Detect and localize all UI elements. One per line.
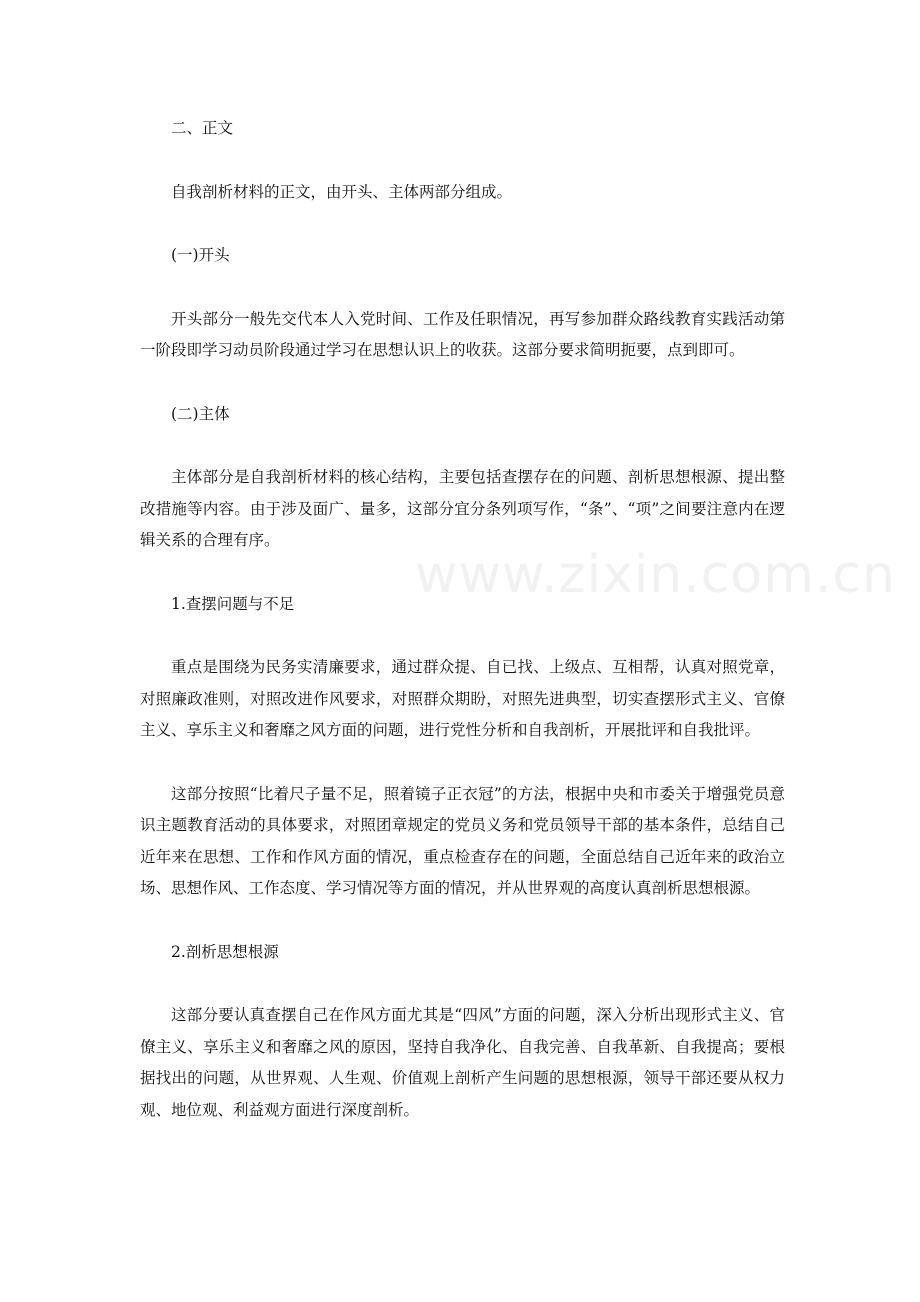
watermark: www.zixin.com.cn xyxy=(415,545,896,605)
section-heading-body: 二、正文 xyxy=(171,119,234,137)
body-intro-paragraph: 自我剖析材料的正文，由开头、主体两部分组成。 xyxy=(171,182,513,201)
problems-paragraph-2: 这部分按照“比着尺子量不足，照着镜子正衣冠”的方法，根据中央和市委关于增强党员意识主题教育活动的具体要求，对照团章规定的党员义务和党员领导干部的基本条件，总结自己近年来在思想、工作和作风方面的情况，重点检查存在的问题，全面总结自己近年来的政治立场、思想作风、工作态度、学习情况等方面的情况，并从世界观的高度认真剖析思想根源。 xyxy=(140,784,785,897)
problems-paragraph-1: 重点是围绕为民务实清廉要求，通过群众提、自已找、上级点、互相帮，认真对照党章，对照廉政准则，对照改进作风要求，对照群众期盼，对照先进典型，切实查摆形式主义、官僚主义、享乐主义和奢靡之风方面的问题，进行党性分析和自我剖析，开展批评和自我批评。 xyxy=(140,658,785,739)
subheading-opening: (一)开头 xyxy=(171,246,230,264)
subheading-problems: 1.查摆问题与不足 xyxy=(171,594,295,613)
subheading-roots: 2.剖析思想根源 xyxy=(171,942,279,961)
opening-paragraph: 开头部分一般先交代本人入党时间、工作及任职情况，再写参加群众路线教育实践活动第一阶段即学习动员阶段通过学习在思想认识上的收获。这部分要求简明扼要，点到即可。 xyxy=(140,309,785,359)
roots-paragraph: 这部分要认真查摆自己在作风方面尤其是“四风”方面的问题，深入分析出现形式主义、官僚主义、享乐主义和奢靡之风的原因，坚持自我净化、自我完善、自我革新、自我提高；要根据找出的问题，从世界观、人生观、价值观上剖析产生问题的思想根源，领导干部还要从权力观、地位观、利益观方面进行深度剖析。 xyxy=(140,1006,785,1119)
main-paragraph: 主体部分是自我剖析材料的核心结构，主要包括查摆存在的问题、剖析思想根源、提出整改措施等内容。由于涉及面广、量多，这部分宜分条列项写作，“条”、“项”之间要注意内在逻辑关系的合理有序。 xyxy=(140,468,785,549)
subheading-main: (二)主体 xyxy=(171,404,230,423)
document-body xyxy=(140,113,785,1126)
